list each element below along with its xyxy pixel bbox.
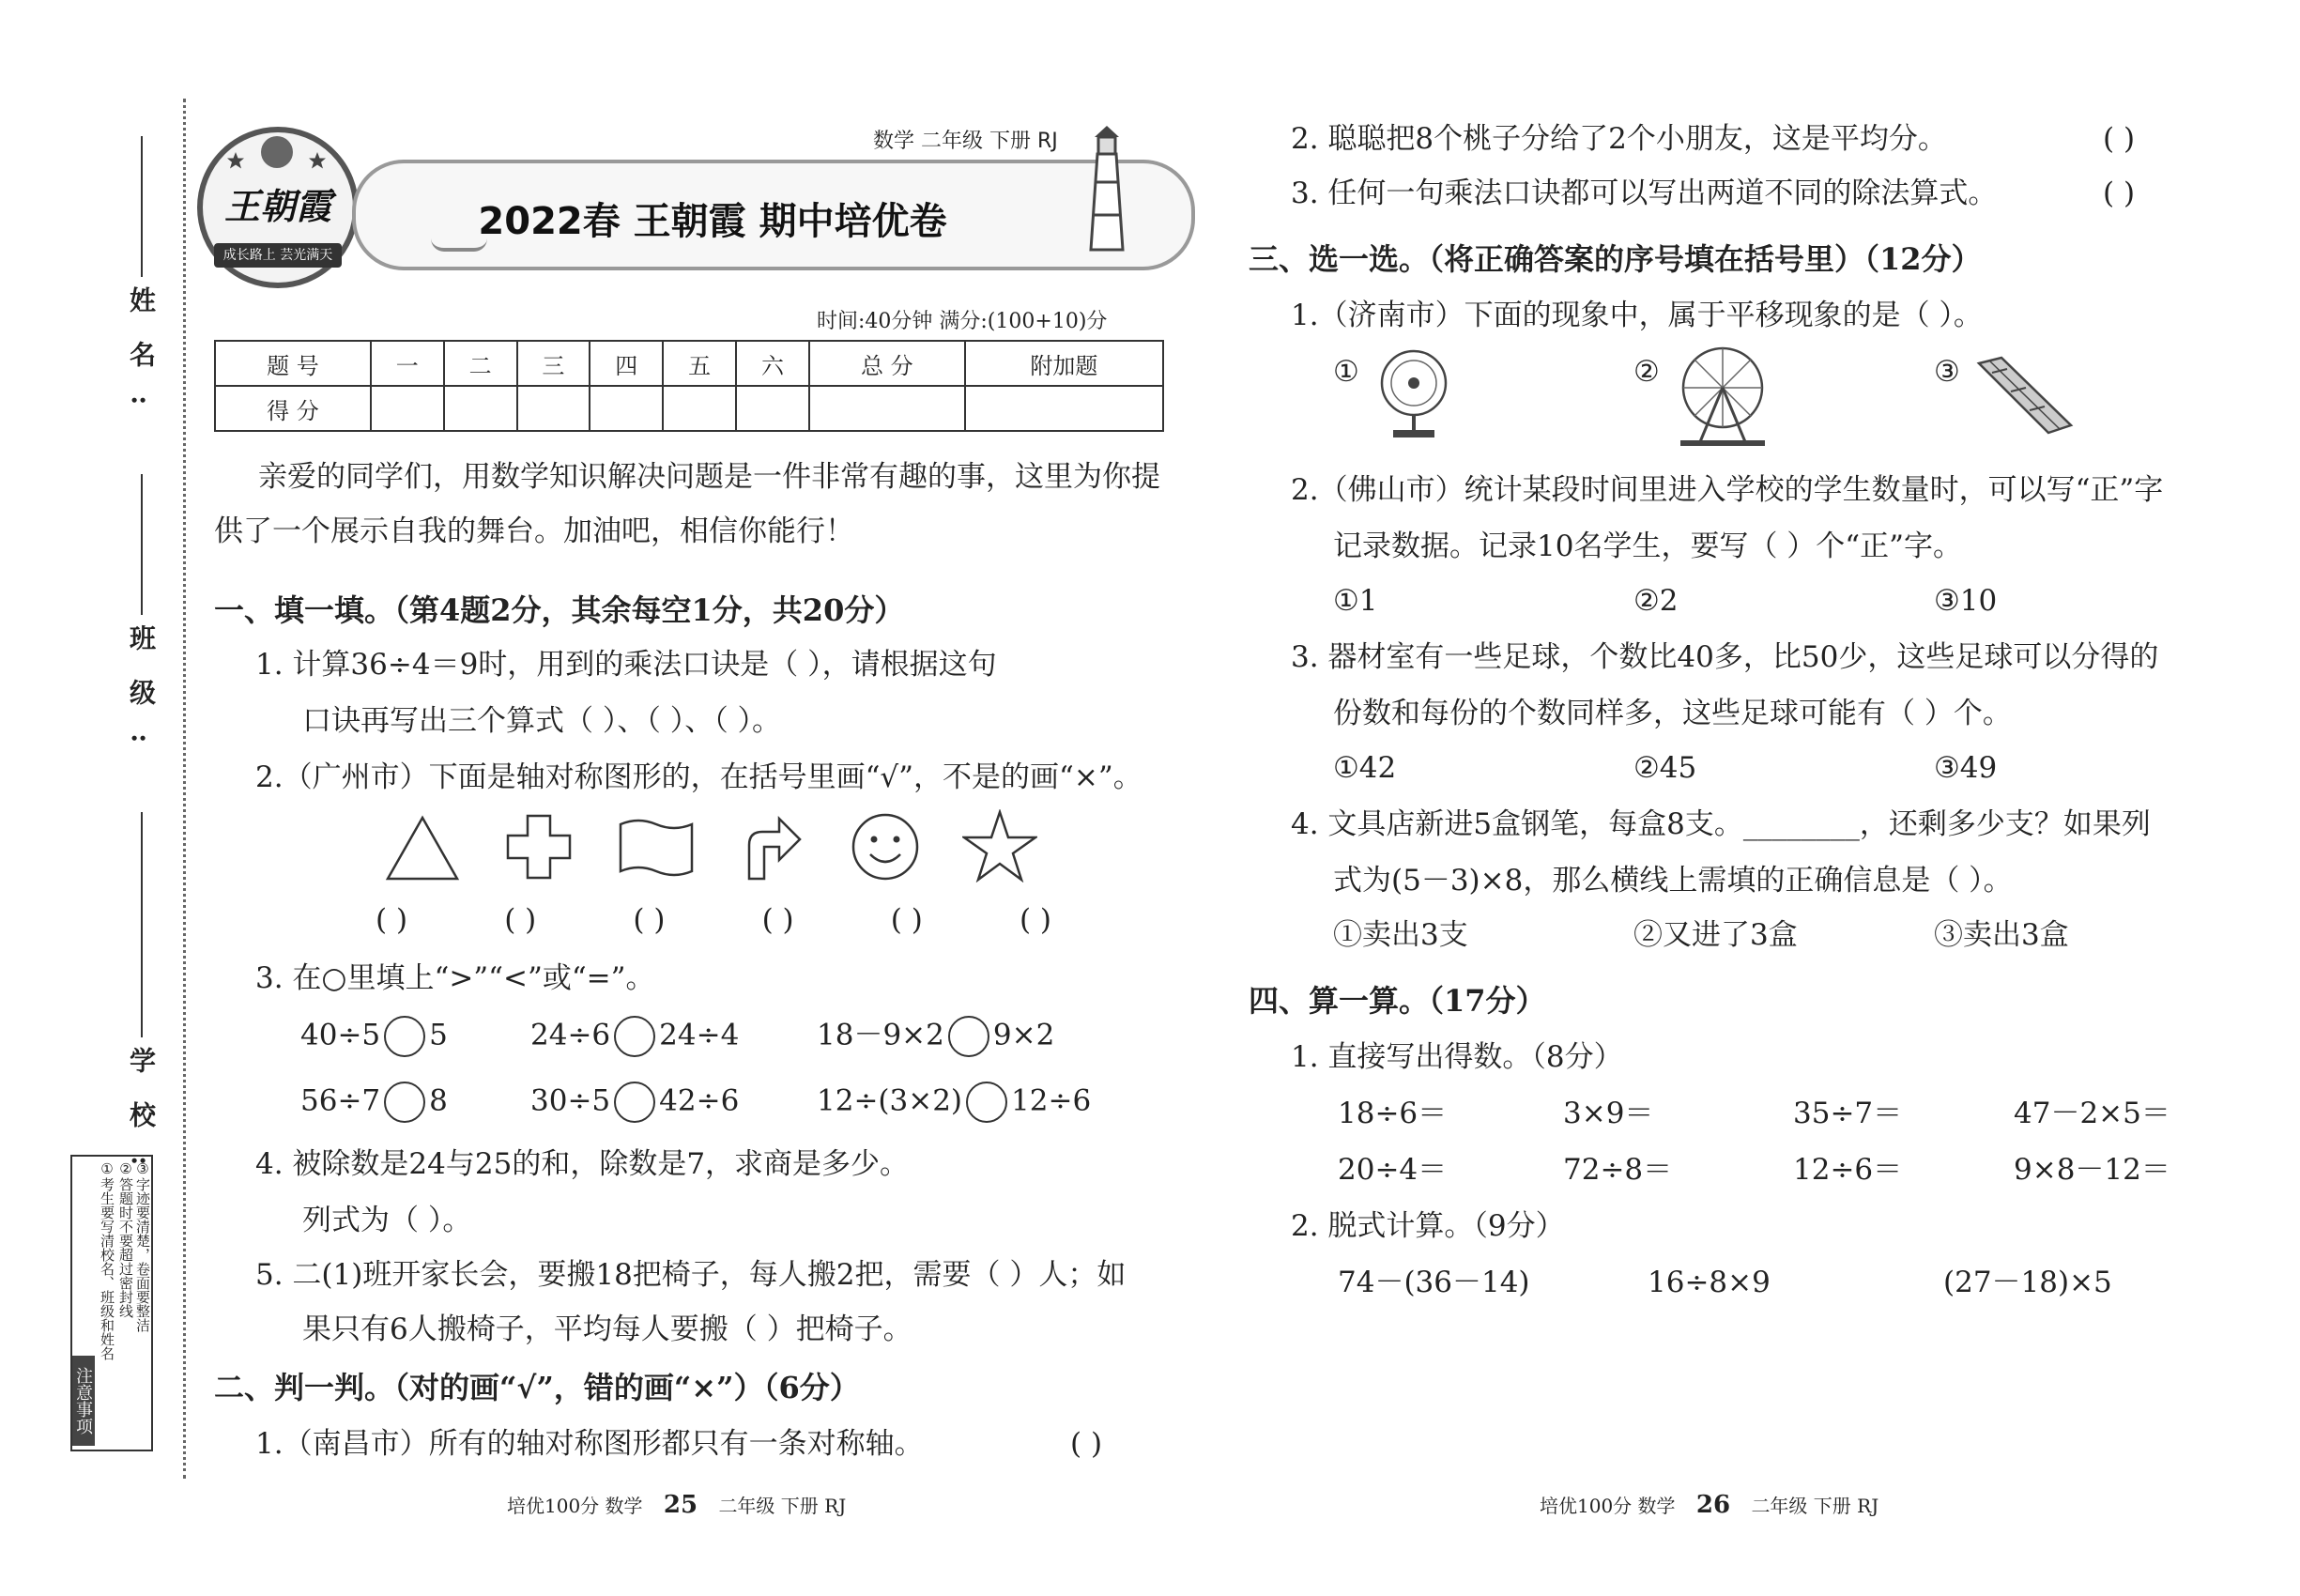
question-text: 列式为（ ）。 [302, 1204, 472, 1237]
table-cell: 二 [444, 341, 517, 386]
calc-item: 72÷8＝ [1563, 1153, 1673, 1187]
answer-paren[interactable]: ( ) [1019, 903, 1051, 937]
name-label: 姓名: [126, 286, 157, 434]
score-cell[interactable] [517, 386, 590, 431]
question-text: 1. 计算36÷4＝9时，用到的乘法口诀是（ ），请根据这句 [255, 648, 997, 682]
footer-text: 二年级 下册 RJ [1751, 1495, 1879, 1517]
logo-ribbon: 成长路上 芸光满天 [214, 243, 342, 268]
option-label[interactable]: ①卖出3支 [1333, 918, 1468, 952]
compare-circle[interactable] [614, 1082, 655, 1123]
compare-item [530, 1016, 739, 1057]
notice-line: ②答题时不要超过密封线 [117, 1160, 134, 1318]
footer-text: 培优100分 数学 [507, 1495, 643, 1517]
table-cell: 附加题 [965, 341, 1163, 386]
subsection-title: 1. 直接写出得数。（8分） [1291, 1040, 1623, 1074]
ship-icon [431, 238, 487, 252]
star-icon [308, 151, 327, 170]
option-label[interactable]: ③10 [1934, 584, 1998, 618]
notice-line: ③字迹要清楚，卷面要整洁 [134, 1160, 151, 1332]
compare-item [300, 1082, 448, 1123]
option-label[interactable]: ③卖出3盒 [1934, 918, 2069, 952]
name-line[interactable] [141, 136, 143, 277]
flag-icon [618, 817, 695, 879]
question-text: 口诀再写出三个算式（ ）、（ ）、（ ）。 [302, 704, 782, 738]
turn-arrow-icon [742, 813, 804, 881]
table-row [215, 341, 1163, 386]
table-cell: 题 号 [215, 341, 371, 386]
calc-item: 20÷4＝ [1338, 1153, 1448, 1187]
calc-item: 12÷6＝ [1793, 1153, 1903, 1187]
mascot-icon [261, 136, 293, 168]
section4-title: 四、算一算。（17分） [1249, 983, 1546, 1019]
compare-item [530, 1082, 739, 1123]
score-cell[interactable] [736, 386, 809, 431]
compare-circle[interactable] [966, 1082, 1007, 1123]
expr: 30÷5 [530, 1083, 611, 1118]
escalator-icon [1973, 352, 2077, 437]
class-line[interactable] [141, 474, 143, 615]
calc-item: 74－(36－14) [1338, 1266, 1530, 1299]
intro-line: 亲爱的同学们，用数学知识解决问题是一件非常有趣的事，这里为你提 [258, 460, 1160, 494]
question-text: 3. 任何一句乘法口诀都可以写出两道不同的除法算式。 [1291, 176, 1998, 210]
page-number: 25 [663, 1491, 698, 1519]
intro-line: 供了一个展示自我的舞台。加油吧，相信你能行！ [214, 514, 854, 548]
compare-circle[interactable] [384, 1016, 425, 1057]
compare-circle[interactable] [948, 1016, 989, 1057]
answer-paren[interactable]: ( ) [376, 903, 408, 937]
question-text: 4. 文具店新进5盒钢笔，每盒8支。________，还剩多少支？如果列 [1291, 807, 2151, 841]
triangle-icon [385, 815, 460, 882]
question-text: 2.（佛山市）统计某段时间里进入学校的学生数量时，可以写“正”字 [1291, 473, 2164, 507]
calc-item: 47－2×5＝ [2014, 1097, 2170, 1130]
calc-item: 35÷7＝ [1793, 1097, 1903, 1130]
table-cell: 得 分 [215, 386, 371, 431]
answer-paren[interactable]: ( ) [2103, 176, 2136, 210]
option-label[interactable]: ① [1333, 355, 1359, 389]
answer-paren[interactable]: ( ) [1070, 1427, 1103, 1461]
expr: 24÷6 [530, 1018, 611, 1052]
fan-icon [1372, 347, 1455, 441]
expr: 40÷5 [300, 1018, 381, 1052]
footer-left [507, 1491, 846, 1519]
ferris-wheel-icon [1671, 343, 1774, 448]
table-cell: 五 [663, 341, 736, 386]
question-text: 3. 器材室有一些足球，个数比40多，比50少，这些足球可以分得的 [1291, 640, 2159, 674]
compare-item [300, 1016, 448, 1057]
option-label[interactable]: ③ [1934, 355, 1960, 389]
compare-item [817, 1082, 1091, 1123]
option-label[interactable]: ①1 [1333, 584, 1378, 618]
option-label[interactable]: ② [1633, 355, 1660, 389]
notice-box [70, 1155, 153, 1451]
section1-title: 一、填一填。（第4题2分，其余每空1分，共20分） [214, 592, 905, 628]
option-label[interactable]: ②2 [1633, 584, 1679, 618]
section3-title: 三、选一选。（将正确答案的序号填在括号里）（12分） [1249, 241, 1982, 277]
score-cell[interactable] [965, 386, 1163, 431]
question-text: 1.（南昌市）所有的轴对称图形都只有一条对称轴。 [255, 1427, 924, 1461]
compare-item [817, 1016, 1054, 1057]
page-title: 2022春 王朝霞 期中培优卷 [478, 200, 947, 243]
question-text: 2.（广州市）下面是轴对称图形的，在括号里画“√”，不是的画“×”。 [255, 760, 1142, 794]
logo-text: 王朝霞 [223, 185, 331, 227]
calc-item: 3×9＝ [1563, 1097, 1654, 1130]
shape-answer-row [376, 901, 1051, 939]
expr: 9×2 [992, 1018, 1055, 1052]
table-cell: 总 分 [809, 341, 965, 386]
brand-logo [197, 127, 359, 288]
answer-paren[interactable]: ( ) [504, 903, 537, 937]
expr: 12÷6 [1011, 1083, 1092, 1118]
footer-right [1540, 1491, 1878, 1519]
time-info: 时间:40分钟 满分:(100+10)分 [817, 310, 1108, 333]
calc-item: 18÷6＝ [1338, 1097, 1448, 1130]
expr: 18－9×2 [817, 1018, 944, 1052]
subsection-title: 2. 脱式计算。（9分） [1291, 1209, 1565, 1243]
table-cell: 三 [517, 341, 590, 386]
footer-text: 培优100分 数学 [1540, 1495, 1676, 1517]
subject-info: 数学 二年级 下册 RJ [873, 130, 1058, 153]
option-label[interactable]: ②又进了3盒 [1633, 918, 1798, 952]
star-shape-icon [962, 809, 1037, 882]
question-text: 份数和每份的个数同样多，这些足球可能有（ ）个。 [1333, 697, 2012, 730]
option-label[interactable]: ③49 [1934, 751, 1998, 785]
class-label: 班级: [126, 624, 157, 772]
notice-title: 注意事项 [72, 1356, 95, 1446]
calc-item: 9×8－12＝ [2014, 1153, 2170, 1187]
lighthouse-icon [1083, 126, 1130, 253]
notice-line: ①考生要写清校名、班级和姓名 [99, 1160, 115, 1360]
footer-text: 二年级 下册 RJ [718, 1495, 847, 1517]
expr: 56÷7 [300, 1083, 381, 1118]
option-label[interactable]: ①42 [1333, 751, 1397, 785]
answer-paren[interactable]: ( ) [2103, 122, 2136, 156]
expr: 5 [429, 1018, 448, 1052]
score-cell[interactable] [590, 386, 663, 431]
table-cell: 一 [371, 341, 444, 386]
question-text: 5. 二(1)班开家长会，要搬18把椅子，每人搬2把，需要（ ）人；如 [255, 1258, 1127, 1292]
score-cell[interactable] [809, 386, 965, 431]
option-label[interactable]: ②45 [1633, 751, 1697, 785]
question-text: 4. 被除数是24与25的和，除数是7，求商是多少。 [255, 1147, 910, 1181]
answer-paren[interactable]: ( ) [890, 903, 923, 937]
score-cell[interactable] [663, 386, 736, 431]
smiley-icon [850, 811, 921, 882]
star-icon [226, 151, 245, 170]
shapes-row [376, 807, 1314, 892]
section2-title: 二、判一判。（对的画“√”，错的画“×”）（6分） [214, 1370, 860, 1405]
school-line[interactable] [141, 812, 143, 1037]
score-cell[interactable] [371, 386, 444, 431]
calc-item: (27－18)×5 [1943, 1266, 2112, 1299]
expr: 42÷6 [659, 1083, 740, 1118]
question-text: 记录数据。记录10名学生，要写（ ）个“正”字。 [1333, 529, 1962, 563]
page-number: 26 [1695, 1491, 1731, 1519]
question-text: 果只有6人搬椅子，平均每人要搬（ ）把椅子。 [302, 1312, 912, 1346]
table-cell: 四 [590, 341, 663, 386]
question-text: 1.（济南市）下面的现象中，属于平移现象的是（ ）。 [1291, 299, 1983, 332]
seal-line [183, 99, 186, 1479]
table-row [215, 386, 1163, 431]
school-label: 学校: [126, 1047, 157, 1194]
question-text: 3. 在○里填上“>”“<”或“=”。 [255, 961, 655, 995]
answer-paren[interactable]: ( ) [761, 903, 794, 937]
title-banner [352, 160, 1195, 270]
calc-item: 16÷8×9 [1648, 1266, 1771, 1299]
compare-circle[interactable] [614, 1016, 655, 1057]
question-text: 2. 聪聪把8个桃子分给了2个小朋友，这是平均分。 [1291, 122, 1947, 156]
question-text: 式为(5－3)×8，那么横线上需填的正确信息是（ ）。 [1333, 864, 2013, 898]
answer-paren[interactable]: ( ) [633, 903, 666, 937]
cross-icon [505, 813, 573, 881]
compare-circle[interactable] [384, 1082, 425, 1123]
score-cell[interactable] [444, 386, 517, 431]
expr: 12÷(3×2) [817, 1083, 963, 1118]
score-table [214, 340, 1164, 432]
expr: 8 [429, 1083, 448, 1118]
expr: 24÷4 [659, 1018, 740, 1052]
table-cell: 六 [736, 341, 809, 386]
